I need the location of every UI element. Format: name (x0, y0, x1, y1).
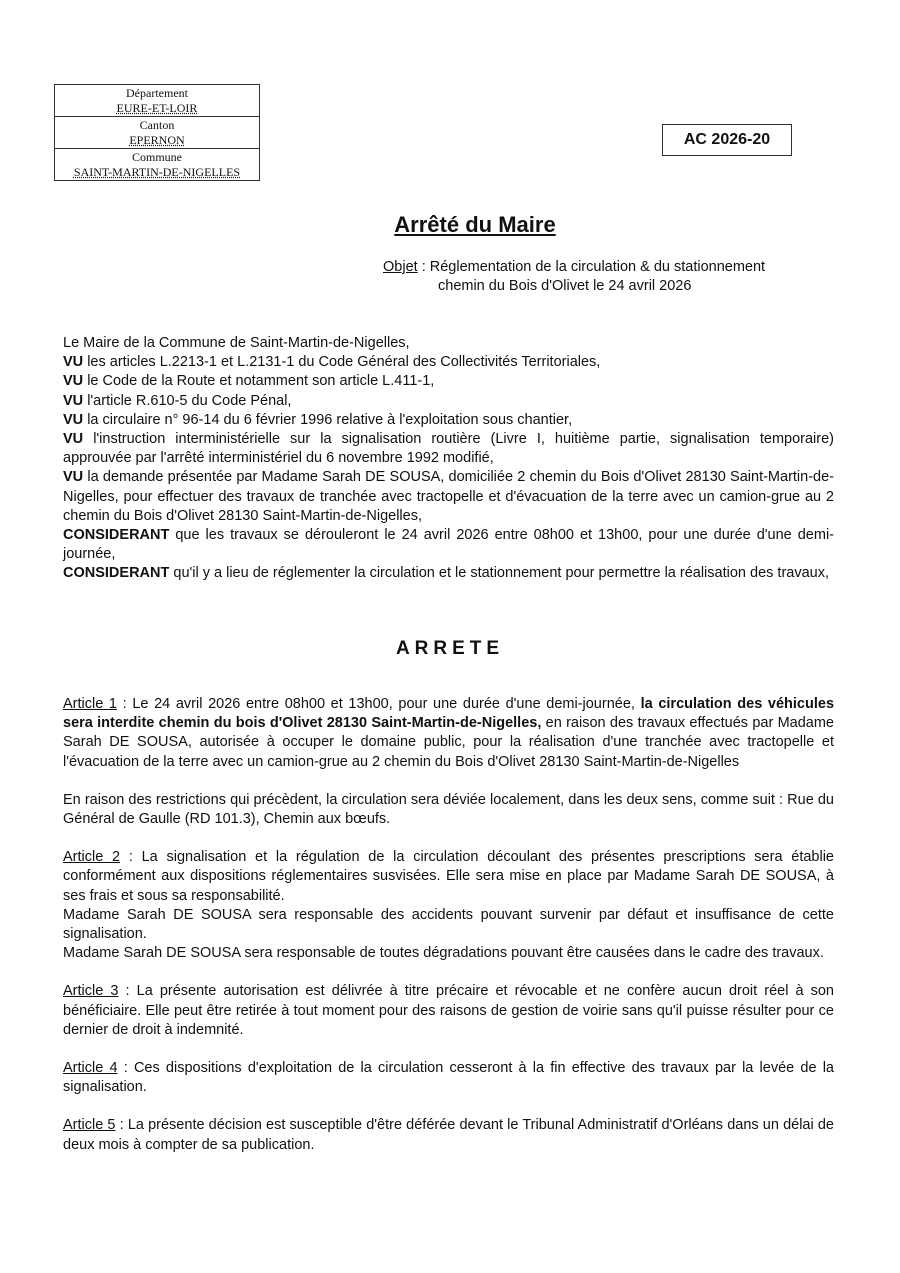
vu-item: VU l'instruction interministérielle sur la signalisation routière (Livre I, huitième partie, signalisation temporaire) approuvée par l'arrêté interministériel du 6 novembre 1992 modifié, (63, 431, 834, 467)
vu-item: VU la demande présentée par Madame Sarah DE SOUSA, domiciliée 2 chemin du Bois d'Olivet 28130 Saint-Martin-de-Nigelles, pour effectuer des travaux de tranchée avec tractopelle et d'évacuation de la terre avec un camion-grue au 2 chemin du Bois d'Olivet 28130 Saint-Martin-de-Nigelles, (63, 469, 835, 524)
article-1: Article 1 : Le 24 avril 2026 entre 08h00 et 13h00, pour une durée d'une demi-journée, la circulation des véhicules sera interdite chemin du bois d'Olivet 28130 Saint-Martin-de-Nigelles, en raison des travaux effectués par Madame Sarah DE SOUSA, autorisée à occuper le domaine public, pour la réalisation d'une tranchée avec tractopelle et l'évacuation de la terre avec un camion-grue au 2 chemin du Bois d'Olivet 28130 Saint-Martin-de-Nigelles (63, 696, 835, 770)
article-4: Article 4 : Ces dispositions d'exploitation de la circulation cesseront à la fin effective des travaux par la levée de la signalisation. (63, 1060, 835, 1096)
deviation-paragraph: En raison des restrictions qui précèdent, la circulation sera déviée localement, dans les deux sens, comme suit : Rue du Général de Gaulle (RD 101.3), Chemin aux bœufs. (63, 791, 834, 828)
commune-value: SAINT-MARTIN-DE-NIGELLES (73, 165, 241, 179)
considerant-item: CONSIDERANT que les travaux se dérouleront le 24 avril 2026 entre 08h00 et 13h00, pour une durée d'une demi-journée, (63, 527, 835, 563)
preamble (63, 334, 834, 584)
objet-line-1: Réglementation de la circulation & du stationnement (429, 259, 766, 275)
arrete-heading: ARRETE (395, 638, 505, 659)
commune-cell (55, 149, 259, 180)
vu-item: VU le Code de la Route et notamment son article L.411-1, (63, 373, 435, 390)
article-2: Article 2 : La signalisation et la régulation de la circulation découlant des présentes prescriptions sera établie conformément aux dispositions réglementaires susvisées. Elle sera mise en place par Madame Sarah DE SOUSA, à ses frais et sous sa responsabilité. (63, 849, 834, 904)
considerant-item: CONSIDERANT qu'il y a lieu de réglementer la circulation et le stationnement pour permettre la réalisation des travaux, (63, 565, 829, 582)
article-3: Article 3 : La présente autorisation est délivrée à titre précaire et révocable et ne confère aucun droit réel à son bénéficiaire. Elle peut être retirée à tout moment pour des raisons de gestion de voirie sans qu'il puisse résulter pour ce dernier de droit à indemnité. (63, 983, 835, 1038)
vu-item: VU la circulaire n° 96-14 du 6 février 1996 relative à l'exploitation sous chantier, (63, 411, 573, 428)
administrative-header-box (54, 84, 260, 181)
document-title: Arrêté du Maire (394, 212, 556, 237)
commune-label: Commune (132, 150, 182, 164)
canton-value: EPERNON (129, 133, 185, 147)
objet-block: Objet : Réglementation de la circulation & du stationnement chemin du Bois d'Olivet le 24 avril 2026 (383, 258, 835, 296)
canton-label: Canton (139, 118, 175, 132)
preamble-intro: Le Maire de la Commune de Saint-Martin-de-Nigelles, (63, 335, 410, 351)
departement-value: EURE-ET-LOIR (116, 101, 198, 115)
departement-cell (55, 85, 259, 117)
vu-item: VU l'article R.610-5 du Code Pénal, (63, 392, 292, 409)
article-2-responsibility: Madame Sarah DE SOUSA sera responsable des accidents pouvant survenir par défaut et insuffisance de cette signalisation. (63, 906, 834, 943)
vu-item: VU les articles L.2213-1 et L.2131-1 du Code Général des Collectivités Territoriales, (63, 354, 601, 371)
article-2-damages: Madame Sarah DE SOUSA sera responsable de toutes dégradations pouvant être causées dans le cadre des travaux. (63, 945, 824, 962)
reference-number: AC 2026-20 (662, 124, 792, 156)
canton-cell (55, 117, 259, 149)
objet-label: Objet (383, 259, 418, 275)
articles-section (63, 695, 834, 1174)
objet-line-2: chemin du Bois d'Olivet le 24 avril 2026 (438, 278, 692, 294)
departement-label: Département (126, 86, 188, 100)
article-5: Article 5 : La présente décision est susceptible d'être déférée devant le Tribunal Administratif d'Orléans dans un délai de deux mois à compter de sa publication. (63, 1117, 834, 1153)
